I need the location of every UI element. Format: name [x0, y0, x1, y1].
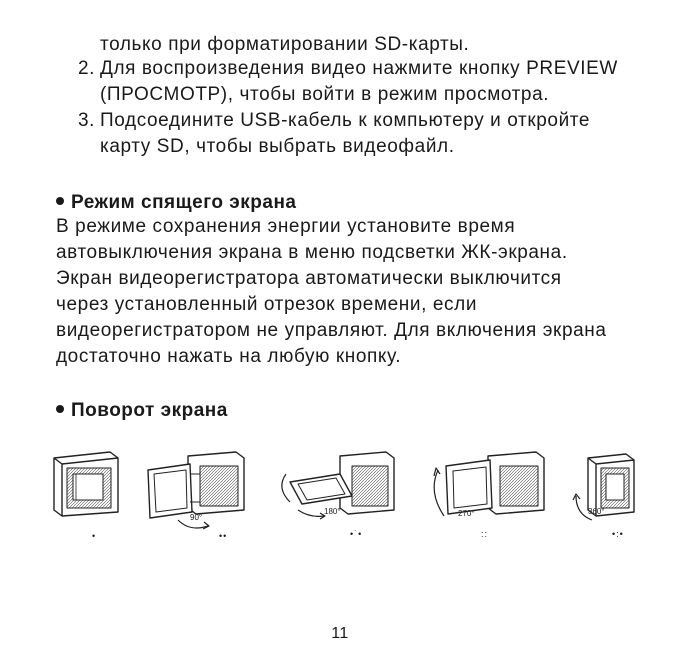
sleep-paragraph-line: Экран видеорегистратора автоматически выключится — [56, 268, 562, 289]
angle-label: 180° — [324, 507, 341, 516]
camcorder-rotated-360-icon — [573, 454, 634, 520]
list-item-2 — [78, 56, 618, 82]
angle-label: 270° — [458, 509, 475, 518]
list-item-2-line1: Для воспроизведения видео нажмите кнопку PREVIEW — [100, 58, 618, 79]
list-item-3-number: 3. — [78, 110, 96, 131]
sleep-paragraph-line: видеорегистратором не управляют. Для включения экрана — [56, 320, 607, 341]
rotation-heading-text: Поворот экрана — [71, 400, 228, 421]
list-item-3-line1: Подсоедините USB-кабель к компьютеру и откройте — [100, 110, 591, 131]
sleep-paragraph-line: автовыключения экрана в меню подсветки ЖК-экрана. — [56, 242, 568, 263]
rotation-illustrations — [40, 444, 640, 554]
bullet-icon — [56, 197, 64, 205]
page-number: 11 — [331, 625, 349, 642]
figure-marker: :: — [481, 529, 489, 539]
angle-label: 90° — [190, 513, 203, 522]
list-item-3 — [78, 108, 590, 134]
figure-marker: • — [92, 531, 97, 541]
sleep-section-heading — [56, 190, 297, 216]
list-item-2-number: 2. — [78, 58, 96, 79]
camcorder-open-180-icon — [282, 452, 394, 519]
list-item-1-tail: только при форматировании SD-карты. — [100, 34, 470, 55]
camcorder-open-90-icon — [148, 452, 244, 529]
sleep-heading-text: Режим спящего экрана — [71, 192, 297, 213]
camcorder-closed-icon — [54, 452, 118, 516]
figure-marker: •˙• — [350, 529, 363, 539]
angle-label: 360° — [588, 507, 605, 516]
list-item-3-line2: карту SD, чтобы выбрать видеофайл. — [100, 136, 455, 157]
camcorder-open-270-icon — [434, 452, 544, 518]
list-item-2-line2: (ПРОСМОТР), чтобы войти в режим просмотра. — [100, 84, 550, 105]
figure-marker: •• — [219, 531, 228, 541]
bullet-icon — [56, 405, 64, 413]
rotation-section-heading — [56, 398, 228, 424]
sleep-paragraph-line: через установленный отрезок времени, если — [56, 294, 478, 315]
sleep-paragraph-line: достаточно нажать на любую кнопку. — [56, 346, 402, 367]
figure-marker: •:• — [612, 529, 624, 539]
sleep-paragraph-line: В режиме сохранения энергии установите время — [56, 216, 516, 237]
